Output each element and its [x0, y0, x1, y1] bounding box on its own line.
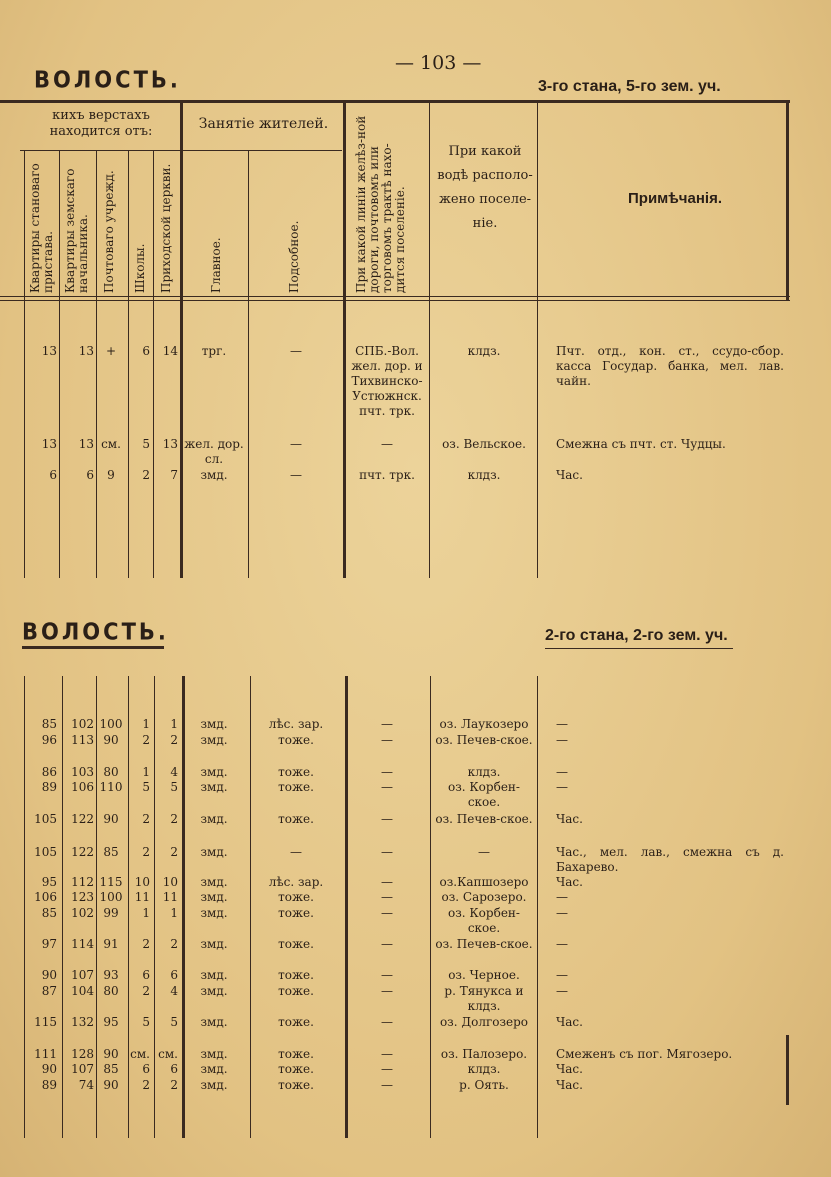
cell-c: 90 [103, 1078, 119, 1092]
cell-c: 90 [103, 733, 119, 747]
cell-route: — [381, 845, 393, 859]
cell-b: 13 [78, 344, 94, 358]
cell-c: 90 [103, 812, 119, 826]
header-bottom-rule-2 [0, 300, 790, 301]
col-aux-header: Подсобное. [287, 220, 301, 293]
cell-note: Смежна съ пчт. ст. Чудцы. [556, 437, 726, 451]
cell-aux: — [290, 845, 302, 859]
cell-d: 6 [142, 344, 150, 358]
cell-aux: тоже. [278, 1015, 314, 1029]
cell-main: змд. [200, 984, 228, 998]
cell-note: — [556, 765, 568, 779]
cell-c: 80 [103, 984, 119, 998]
cell-route: СПБ.-Вол. жел. дор. и Тихвинско-Устюжнск. пчт. трк. [351, 344, 423, 418]
cell-d: 2 [142, 468, 150, 482]
cell-d: 2 [142, 984, 150, 998]
cell-aux: тоже. [278, 733, 314, 747]
cell-route: — [381, 765, 393, 779]
cell-c: 93 [103, 968, 119, 982]
cell-water: оз. Палозеро. [440, 1047, 528, 1061]
cell-a: 111 [34, 1047, 57, 1061]
cell-d: 2 [142, 937, 150, 951]
cell-d: 5 [142, 780, 150, 794]
cell-c: 115 [99, 875, 123, 889]
cell-water: оз. Печев-ское. [435, 812, 533, 826]
cell-a: 106 [34, 890, 57, 904]
cell-route: — [381, 875, 393, 889]
cell-water: оз.Капшозеро [439, 875, 529, 889]
cell-route: — [381, 780, 393, 794]
cell-d: 1 [142, 906, 150, 920]
cell-a: 90 [41, 968, 57, 982]
cell-water: — [478, 845, 490, 859]
cell-main: змд. [200, 717, 228, 731]
col-school-header: Школы. [133, 243, 147, 293]
section2-title-rule [22, 646, 164, 649]
cell-route: — [381, 1047, 393, 1061]
cell-e: 5 [170, 780, 178, 794]
cell-note: — [556, 890, 568, 904]
cell-route: пчт. трк. [359, 468, 415, 482]
cell-e: 2 [170, 845, 178, 859]
table-top-rule [0, 100, 790, 103]
cell-d: 11 [134, 890, 150, 904]
cell-water: р. Оять. [459, 1078, 509, 1092]
cell-b: 102 [71, 906, 94, 920]
cell-d: 2 [142, 733, 150, 747]
cell-water: р. Тянукса и клдз. [444, 984, 524, 1013]
cell-c: 85 [103, 1062, 119, 1076]
cell-aux: тоже. [278, 1078, 314, 1092]
cell-note: Смеженъ съ пог. Мягозеро. [556, 1047, 733, 1061]
cell-c: 85 [103, 845, 119, 859]
cell-b: 122 [71, 845, 94, 859]
cell-aux: тоже. [278, 890, 314, 904]
cell-e: 1 [170, 906, 178, 920]
water-column-header: При какой водѣ располо-жено поселе-ніе. [437, 144, 533, 231]
cell-note: — [556, 937, 568, 951]
col-zemsky-header: Квартиры земскаго начальника. [63, 168, 90, 293]
cell-b: 107 [71, 1062, 94, 1076]
cell-water: оз. Долгозеро [439, 1015, 529, 1029]
cell-a: 105 [34, 845, 57, 859]
cell-water: оз. Вельское. [442, 437, 526, 451]
cell-d: 5 [142, 1015, 150, 1029]
cell-b: 112 [71, 875, 94, 889]
cell-water: клдз. [467, 344, 501, 358]
cell-main: змд. [200, 733, 228, 747]
cell-main: змд. [200, 780, 228, 794]
cell-water: оз. Корбен-ское. [448, 780, 520, 809]
cell-c: 95 [103, 1015, 119, 1029]
cell-note: Час. [556, 812, 583, 826]
cell-note: Час. [556, 1062, 583, 1076]
cell-e: 4 [170, 984, 178, 998]
cell-note: Час. [556, 1078, 583, 1092]
cell-b: 123 [71, 890, 94, 904]
cell-route: — [381, 937, 393, 951]
cell-e: 13 [162, 437, 178, 451]
cell-aux: лѣс. зар. [268, 875, 324, 889]
cell-route: — [381, 1015, 393, 1029]
cell-a: 86 [41, 765, 57, 779]
cell-route: — [381, 968, 393, 982]
col-route-header: При какой линіи желѣз-ной дороги, почтовомъ или торговомъ трактѣ нахо-дится поселеніе. [354, 115, 407, 293]
cell-aux: тоже. [278, 937, 314, 951]
cell-e: 11 [162, 890, 178, 904]
cell-a: 85 [41, 906, 57, 920]
cell-b: 107 [71, 968, 94, 982]
cell-aux: тоже. [278, 984, 314, 998]
cell-note: Час., мел. лав., смежна съ д. Бахарево. [556, 845, 784, 874]
cell-water: оз. Корбен-ское. [448, 906, 520, 935]
cell-e: 4 [170, 765, 178, 779]
cell-e: 1 [170, 717, 178, 731]
cell-d: 2 [142, 1078, 150, 1092]
cell-a: 105 [34, 812, 57, 826]
cell-main: змд. [200, 968, 228, 982]
cell-d: см. [130, 1047, 150, 1061]
cell-e: 2 [170, 937, 178, 951]
cell-aux: — [290, 344, 302, 358]
cell-d: 1 [142, 765, 150, 779]
cell-aux: тоже. [278, 1047, 314, 1061]
cell-main: змд. [200, 1078, 228, 1092]
cell-d: 6 [142, 1062, 150, 1076]
cell-a: 89 [41, 1078, 57, 1092]
distances-group-header: кихъ верстахъ находится отъ: [49, 108, 153, 139]
cell-e: 2 [170, 733, 178, 747]
cell-b: 74 [78, 1078, 94, 1092]
cell-a: 87 [41, 984, 57, 998]
cell-main: жел. дор. сл. [184, 437, 244, 466]
cell-aux: тоже. [278, 906, 314, 920]
cell-e: 7 [170, 468, 178, 482]
cell-aux: лѣс. зар. [268, 717, 324, 731]
cell-aux: тоже. [278, 968, 314, 982]
cell-c: 99 [103, 906, 119, 920]
section1-stan: 3-го стана, 5-го зем. уч. [538, 78, 721, 95]
cell-main: змд. [200, 890, 228, 904]
cell-a: 95 [41, 875, 57, 889]
cell-c: + [105, 344, 117, 358]
cell-note: Пчт. отд., кон. ст., ссудо-сбор. касса Государ. банка, мел. лав. чайн. [556, 344, 784, 388]
section2-stan: 2-го стана, 2-го зем. уч. [545, 627, 728, 644]
cell-e: 2 [170, 812, 178, 826]
cell-a: 97 [41, 937, 57, 951]
cell-d: 2 [142, 812, 150, 826]
cell-d: 5 [142, 437, 150, 451]
cell-e: 6 [170, 968, 178, 982]
cell-note: — [556, 733, 568, 747]
cell-main: змд. [200, 937, 228, 951]
cell-a: 13 [41, 437, 57, 451]
cell-a: 115 [34, 1015, 57, 1029]
cell-note: Час. [556, 1015, 583, 1029]
cell-b: 113 [71, 733, 94, 747]
cell-route: — [381, 733, 393, 747]
cell-aux: — [290, 437, 302, 451]
cell-b: 106 [71, 780, 94, 794]
cell-e: 2 [170, 1078, 178, 1092]
section2-title: ВОЛОСТЬ. [22, 618, 169, 646]
cell-main: змд. [200, 812, 228, 826]
cell-note: Час. [556, 875, 583, 889]
cell-c: см. [101, 437, 121, 451]
cell-water: оз. Сарозеро. [441, 890, 527, 904]
cell-b: 128 [71, 1047, 94, 1061]
cell-c: 80 [103, 765, 119, 779]
cell-note: — [556, 717, 568, 731]
cell-route: — [381, 906, 393, 920]
cell-route: — [381, 1078, 393, 1092]
cell-a: 6 [49, 468, 57, 482]
cell-main: змд. [200, 845, 228, 859]
cell-water: клдз. [467, 1062, 501, 1076]
cell-a: 96 [41, 733, 57, 747]
cell-e: 10 [162, 875, 178, 889]
cell-route: — [381, 717, 393, 731]
cell-water: клдз. [467, 765, 501, 779]
cell-b: 104 [71, 984, 94, 998]
cell-e: 14 [162, 344, 178, 358]
cell-a: 13 [41, 344, 57, 358]
cell-e: 6 [170, 1062, 178, 1076]
cell-b: 103 [71, 765, 94, 779]
page-number: — 103 — [395, 52, 482, 74]
cell-route: — [381, 890, 393, 904]
cell-a: 90 [41, 1062, 57, 1076]
cell-d: 2 [142, 845, 150, 859]
cell-aux: тоже. [278, 780, 314, 794]
cell-c: 110 [99, 780, 123, 794]
cell-b: 102 [71, 717, 94, 731]
cell-note: — [556, 780, 568, 794]
cell-b: 6 [86, 468, 94, 482]
section2-stan-rule [545, 648, 733, 649]
col-church-header: Приходской церкви. [159, 163, 173, 293]
cell-note: Час. [556, 468, 583, 482]
cell-main: змд. [200, 1062, 228, 1076]
header-bottom-rule [0, 296, 790, 297]
col-stanovoy-header: Квартиры становаго пристава. [28, 163, 55, 293]
cell-aux: тоже. [278, 812, 314, 826]
cell-route: — [381, 1062, 393, 1076]
col-main-header: Главное. [209, 237, 223, 293]
cell-b: 122 [71, 812, 94, 826]
cell-e: 5 [170, 1015, 178, 1029]
cell-main: трг. [201, 344, 227, 358]
cell-c: 100 [99, 717, 123, 731]
cell-water: клдз. [467, 468, 501, 482]
cell-water: оз. Лаукозеро [439, 717, 529, 731]
cell-a: 89 [41, 780, 57, 794]
cell-water: оз. Печев-ское. [435, 733, 533, 747]
cell-aux: тоже. [278, 765, 314, 779]
cell-note: — [556, 968, 568, 982]
cell-c: 90 [103, 1047, 119, 1061]
cell-route: — [381, 437, 393, 451]
occupation-group-header: Занятіе жителей. [198, 116, 329, 132]
cell-c: 100 [99, 890, 123, 904]
cell-d: 1 [142, 717, 150, 731]
cell-aux: — [290, 468, 302, 482]
cell-route: — [381, 984, 393, 998]
cell-water: оз. Черное. [448, 968, 520, 982]
cell-b: 13 [78, 437, 94, 451]
cell-main: змд. [200, 1015, 228, 1029]
cell-main: змд. [200, 1047, 228, 1061]
cell-c: 91 [103, 937, 119, 951]
cell-main: змд. [200, 468, 228, 482]
cell-e: см. [158, 1047, 178, 1061]
cell-main: змд. [200, 765, 228, 779]
cell-aux: тоже. [278, 1062, 314, 1076]
cell-b: 132 [71, 1015, 94, 1029]
section1-title: ВОЛОСТЬ. [34, 66, 181, 94]
cell-d: 6 [142, 968, 150, 982]
cell-b: 114 [71, 937, 94, 951]
cell-a: 85 [41, 717, 57, 731]
cell-d: 10 [134, 875, 150, 889]
cell-main: змд. [200, 875, 228, 889]
cell-route: — [381, 812, 393, 826]
notes-column-header: Примѣчанія. [628, 190, 722, 207]
cell-c: 9 [107, 468, 115, 482]
cell-note: — [556, 984, 568, 998]
cell-water: оз. Печев-ское. [435, 937, 533, 951]
cell-main: змд. [200, 906, 228, 920]
cell-note: — [556, 906, 568, 920]
col-post-header: Почтоваго учрежд. [102, 170, 116, 293]
